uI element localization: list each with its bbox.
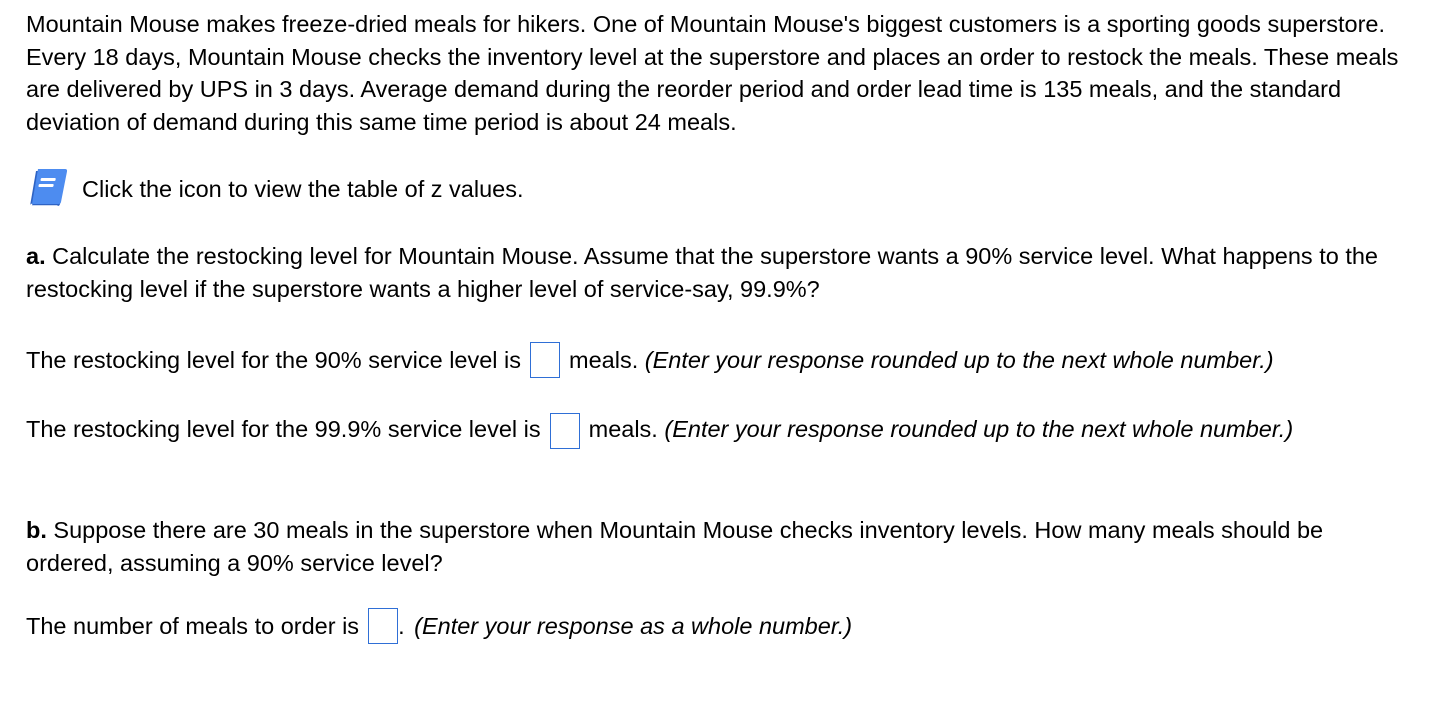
answer-999-prefix: The restocking level for the 99.9% service level is: [26, 416, 541, 442]
answer-999-note: (Enter your response rounded up to the next whole number.): [664, 416, 1294, 442]
order-note: (Enter your response as a whole number.): [414, 612, 853, 639]
restock-999-input[interactable]: [550, 413, 580, 449]
part-b-label: b.: [26, 517, 47, 543]
answer-row-90: [26, 338, 1274, 382]
order-suffix: .: [398, 612, 405, 639]
part-b-question: [26, 514, 1416, 579]
answer-90-note: (Enter your response rounded up to the next whole number.): [644, 346, 1274, 373]
z-table-hint: [26, 166, 524, 212]
part-b-text: Suppose there are 30 meals in the superstore when Mountain Mouse checks inventory levels. How many meals should be ordered, assuming a 90% service level?: [26, 517, 1324, 576]
order-quantity-input[interactable]: [368, 608, 398, 644]
part-a-question: [26, 240, 1416, 305]
answer-row-999: [26, 410, 1416, 449]
answer-90-prefix: The restocking level for the 90% service level is: [26, 346, 522, 373]
answer-999-suffix: meals.: [588, 416, 658, 442]
hint-text: Click the icon to view the table of z values.: [82, 175, 524, 202]
book-icon[interactable]: [26, 166, 70, 212]
problem-intro: Mountain Mouse makes freeze-dried meals for hikers. One of Mountain Mouse's biggest customers is a sporting goods superstore. Every 18 days, Mountain Mouse checks the inventory level at the superstore and places an order to restock the meals. These meals are delivered by UPS in 3 days. Average demand during the reorder period and order lead time is 135 meals, and the standard deviation of demand during this same time period is about 24 meals.: [26, 11, 1399, 135]
part-a-label: a.: [26, 243, 46, 269]
answer-90-suffix: meals.: [569, 346, 639, 373]
part-a-text: Calculate the restocking level for Mountain Mouse. Assume that the superstore wants a 90% service level. What happens to the restocking level if the superstore wants a higher level of service-say, 99.9%?: [26, 243, 1378, 302]
answer-row-order: [26, 604, 852, 648]
order-prefix: The number of meals to order is: [26, 612, 360, 639]
restock-90-input[interactable]: [530, 342, 560, 378]
question-content: [26, 8, 1416, 639]
